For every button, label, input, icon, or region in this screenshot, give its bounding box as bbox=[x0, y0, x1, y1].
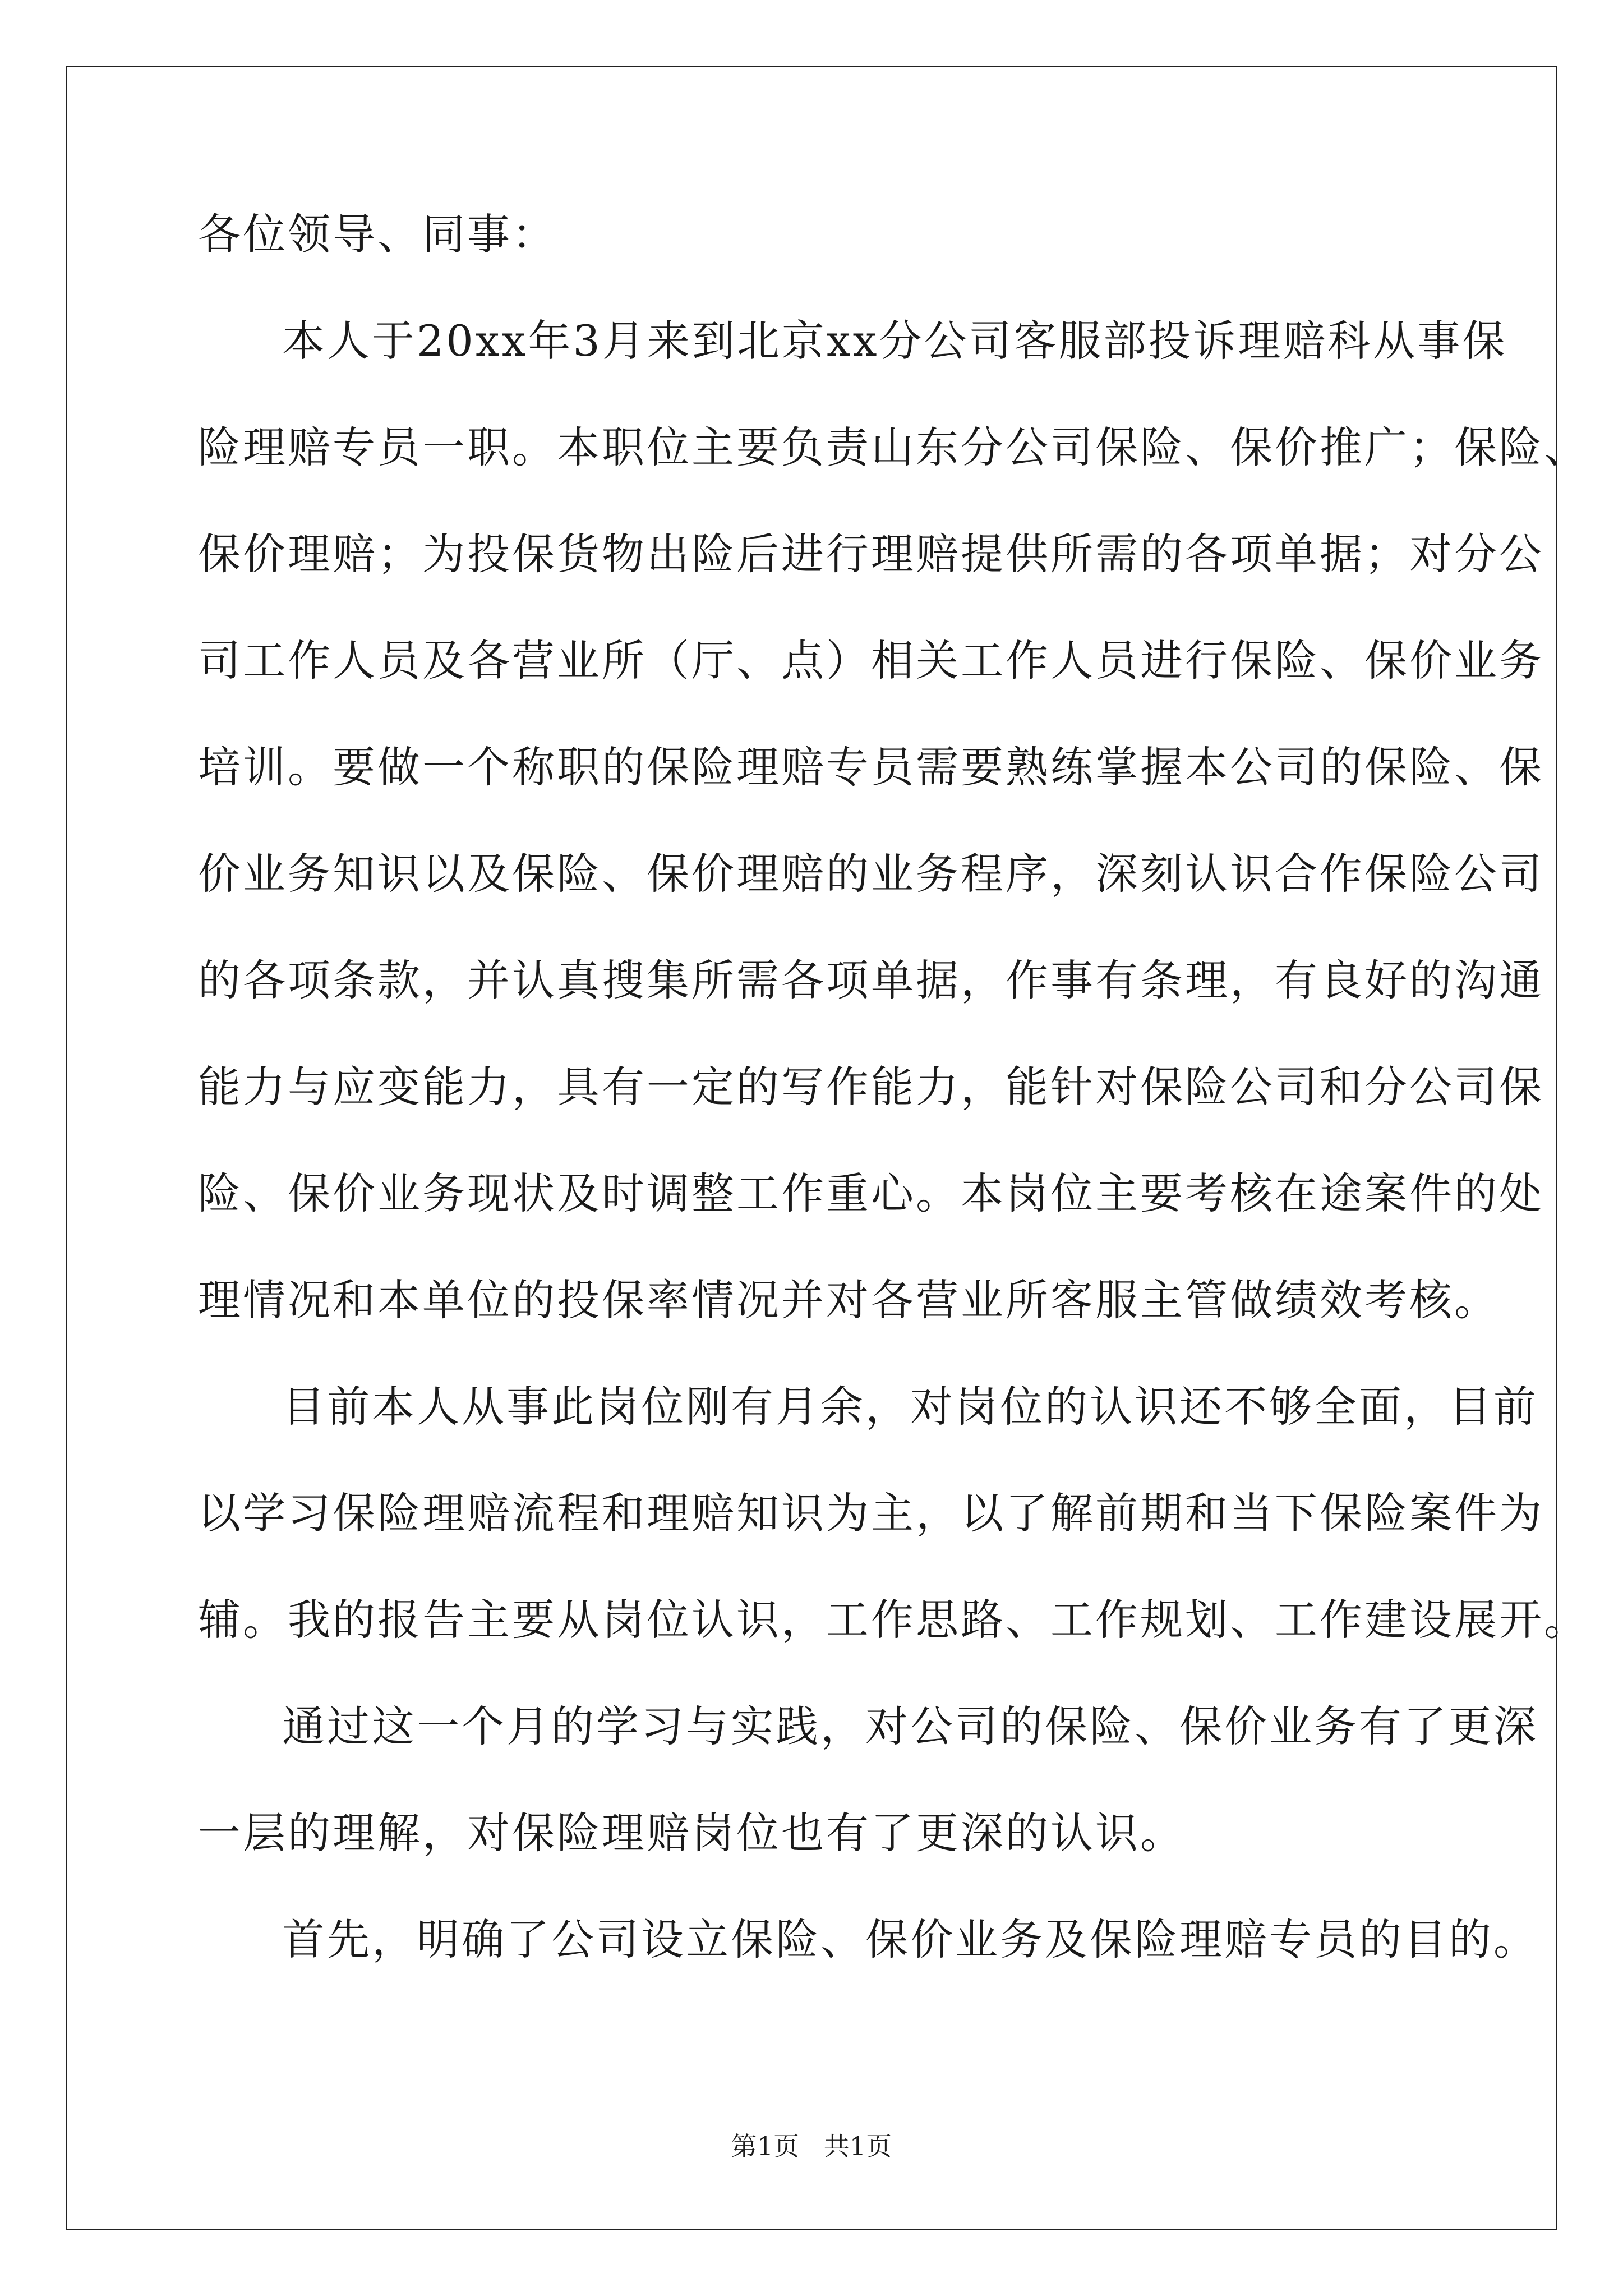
page-footer: 第1页 共1页 bbox=[731, 2131, 892, 2161]
paragraph-line: 以学习保险理赔流程和理赔知识为主，以了解前期和当下保险案件为 bbox=[198, 1488, 1544, 1538]
paragraph-line: 通过这一个月的学习与实践，对公司的保险、保价业务有了更深 bbox=[282, 1701, 1538, 1751]
salutation-line: 各位领导、同事： bbox=[198, 209, 557, 259]
paragraph-line: 险、保价业务现状及时调整工作重心。本岗位主要考核在途案件的处 bbox=[198, 1168, 1544, 1218]
paragraph-line: 价业务知识以及保险、保价理赔的业务程序，深刻认识合作保险公司 bbox=[198, 849, 1544, 899]
paragraph-line: 一层的理解，对保险理赔岗位也有了更深的认识。 bbox=[198, 1808, 1185, 1858]
paragraph-line: 理情况和本单位的投保率情况并对各营业所客服主管做绩效考核。 bbox=[198, 1275, 1499, 1325]
paragraph-line: 险理赔专员一职。本职位主要负责山东分公司保险、保价推广；保险、 bbox=[198, 422, 1589, 472]
page-border bbox=[66, 66, 1557, 2230]
paragraph-line: 首先，明确了公司设立保险、保价业务及保险理赔专员的目的。 bbox=[282, 1915, 1538, 1964]
paragraph-line: 的各项条款，并认真搜集所需各项单据，作事有条理，有良好的沟通 bbox=[198, 955, 1544, 1005]
paragraph-line: 保价理赔；为投保货物出险后进行理赔提供所需的各项单据；对分公 bbox=[198, 529, 1544, 579]
paragraph-line: 本人于20xx年3月来到北京xx分公司客服部投诉理赔科从事保 bbox=[282, 316, 1507, 366]
paragraph-line: 能力与应变能力，具有一定的写作能力，能针对保险公司和分公司保 bbox=[198, 1062, 1544, 1112]
paragraph-line: 目前本人从事此岗位刚有月余，对岗位的认识还不够全面，目前 bbox=[282, 1382, 1538, 1432]
paragraph-line: 司工作人员及各营业所（厅、点）相关工作人员进行保险、保价业务 bbox=[198, 636, 1544, 685]
paragraph-line: 培训。要做一个称职的保险理赔专员需要熟练掌握本公司的保险、保 bbox=[198, 742, 1544, 792]
paragraph-line: 辅。我的报告主要从岗位认识，工作思路、工作规划、工作建设展开。 bbox=[198, 1595, 1589, 1645]
